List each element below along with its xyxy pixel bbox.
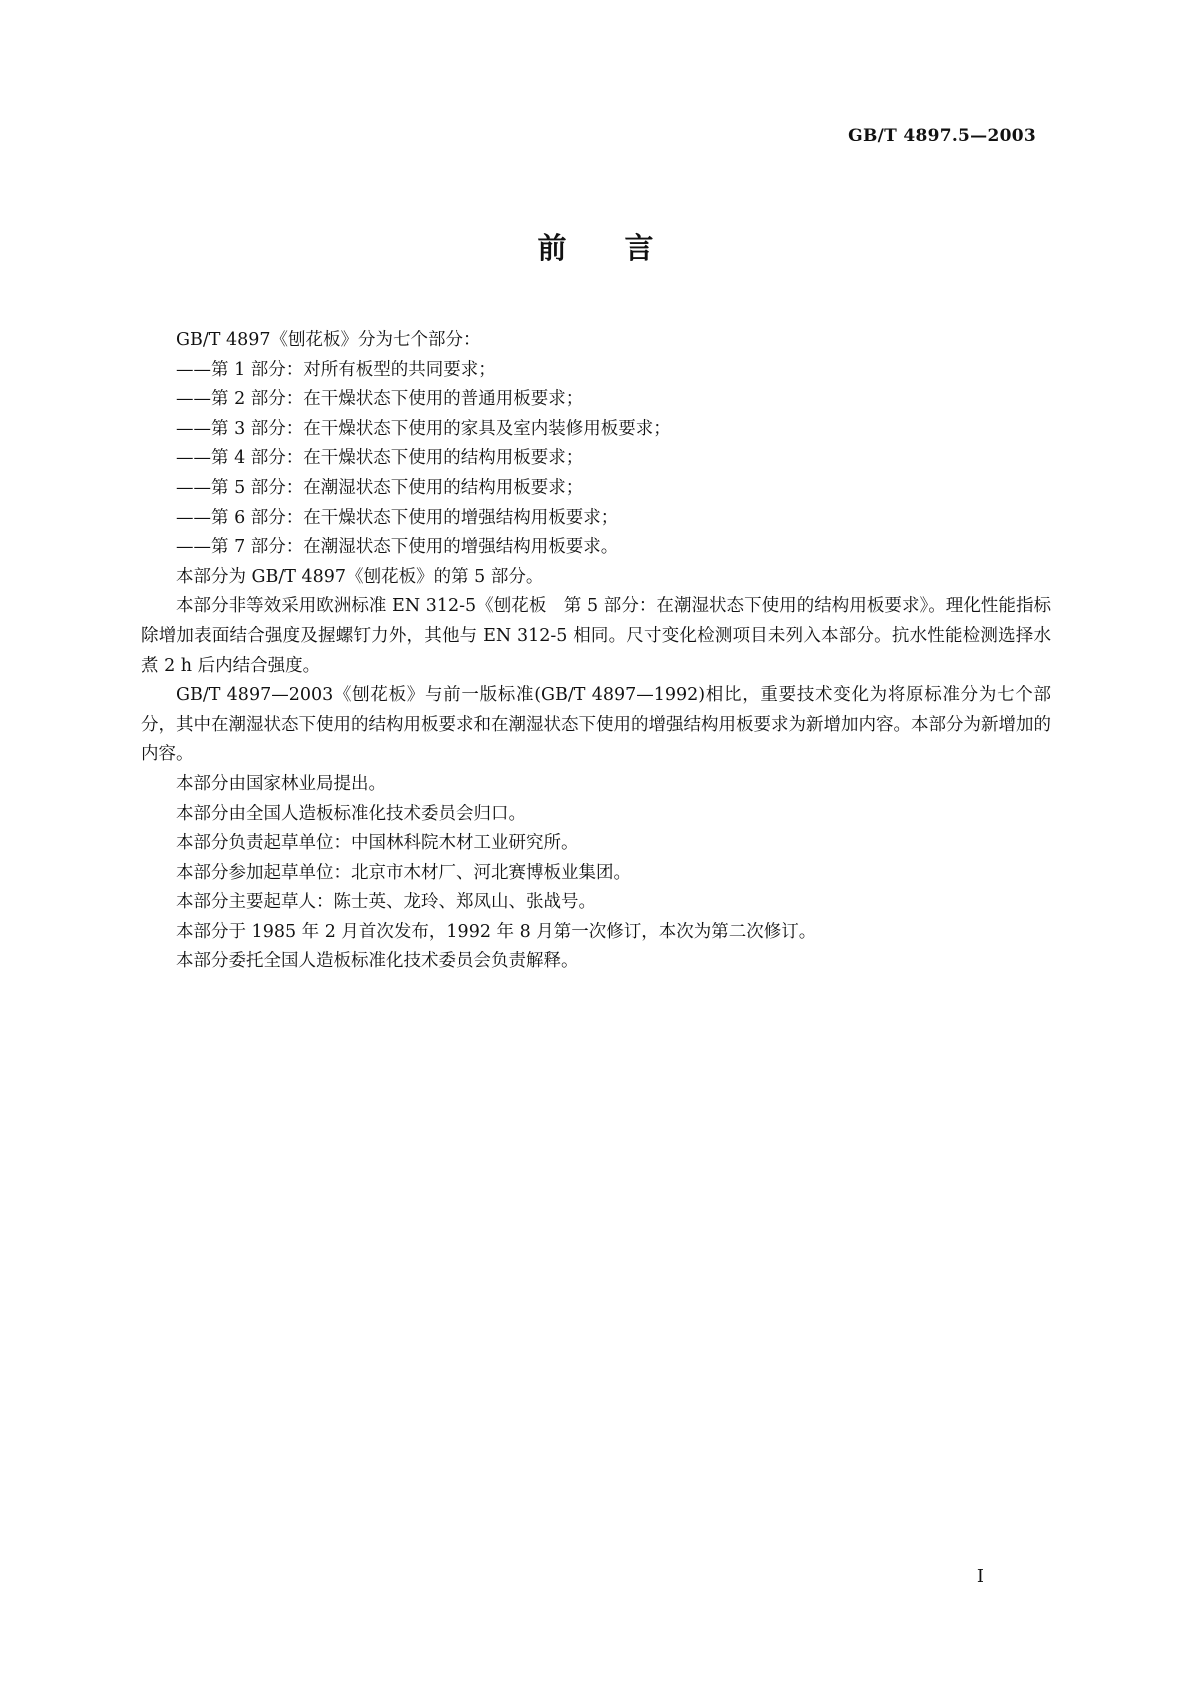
paragraph: 本部分于 1985 年 2 月首次发布，1992 年 8 月第一次修订，本次为第二次修订。	[176, 921, 817, 942]
standard-code: GB/T 4897.5—2003	[848, 126, 1036, 146]
part-list-item: ——第 3 部分：在干燥状态下使用的家具及室内装修用板要求；	[176, 418, 671, 439]
intro-line: GB/T 4897《刨花板》分为七个部分：	[176, 330, 481, 350]
paragraph: 本部分主要起草人：陈士英、龙玲、郑凤山、张战号。	[176, 892, 596, 913]
paragraph: 本部分委托全国人造板标准化技术委员会负责解释。	[176, 951, 579, 972]
part-list-item: ——第 1 部分：对所有板型的共同要求；	[176, 359, 496, 380]
part-list-item: ——第 4 部分：在干燥状态下使用的结构用板要求；	[176, 448, 584, 469]
page-number: I	[976, 1566, 984, 1587]
document-body	[141, 326, 1051, 977]
part-list-item: ——第 6 部分：在干燥状态下使用的增强结构用板要求；	[176, 507, 619, 528]
paragraph: 本部分非等效采用欧洲标准 EN 312-5《刨花板 第 5 部分：在潮湿状态下使用的结构用板要求》。理化性能指标除增加表面结合强度及握螺钉力外，其他与 EN 312-5 相同。尺寸变化检测项目未列入本部分。抗水性能检测选择水煮 2 h 后内结合强度。	[141, 596, 1051, 676]
paragraph: 本部分由国家林业局提出。	[176, 773, 386, 794]
paragraph: 本部分为 GB/T 4897《刨花板》的第 5 部分。	[176, 566, 544, 587]
page-title: 前言	[537, 231, 712, 265]
paragraph: GB/T 4897—2003《刨花板》与前一版标准(GB/T 4897—1992)相比，重要技术变化为将原标准分为七个部分，其中在潮湿状态下使用的结构用板要求和在潮湿状态下使用的增强结构用板要求为新增加内容。本部分为新增加的内容。	[141, 685, 1051, 765]
paragraph: 本部分负责起草单位：中国林科院木材工业研究所。	[176, 833, 579, 854]
paragraph: 本部分由全国人造板标准化技术委员会归口。	[176, 803, 526, 824]
part-list-item: ——第 5 部分：在潮湿状态下使用的结构用板要求；	[176, 477, 584, 498]
part-list-item: ——第 7 部分：在潮湿状态下使用的增强结构用板要求。	[176, 537, 619, 558]
part-list-item: ——第 2 部分：在干燥状态下使用的普通用板要求；	[176, 389, 584, 410]
paragraph: 本部分参加起草单位：北京市木材厂、河北赛博板业集团。	[176, 862, 631, 883]
